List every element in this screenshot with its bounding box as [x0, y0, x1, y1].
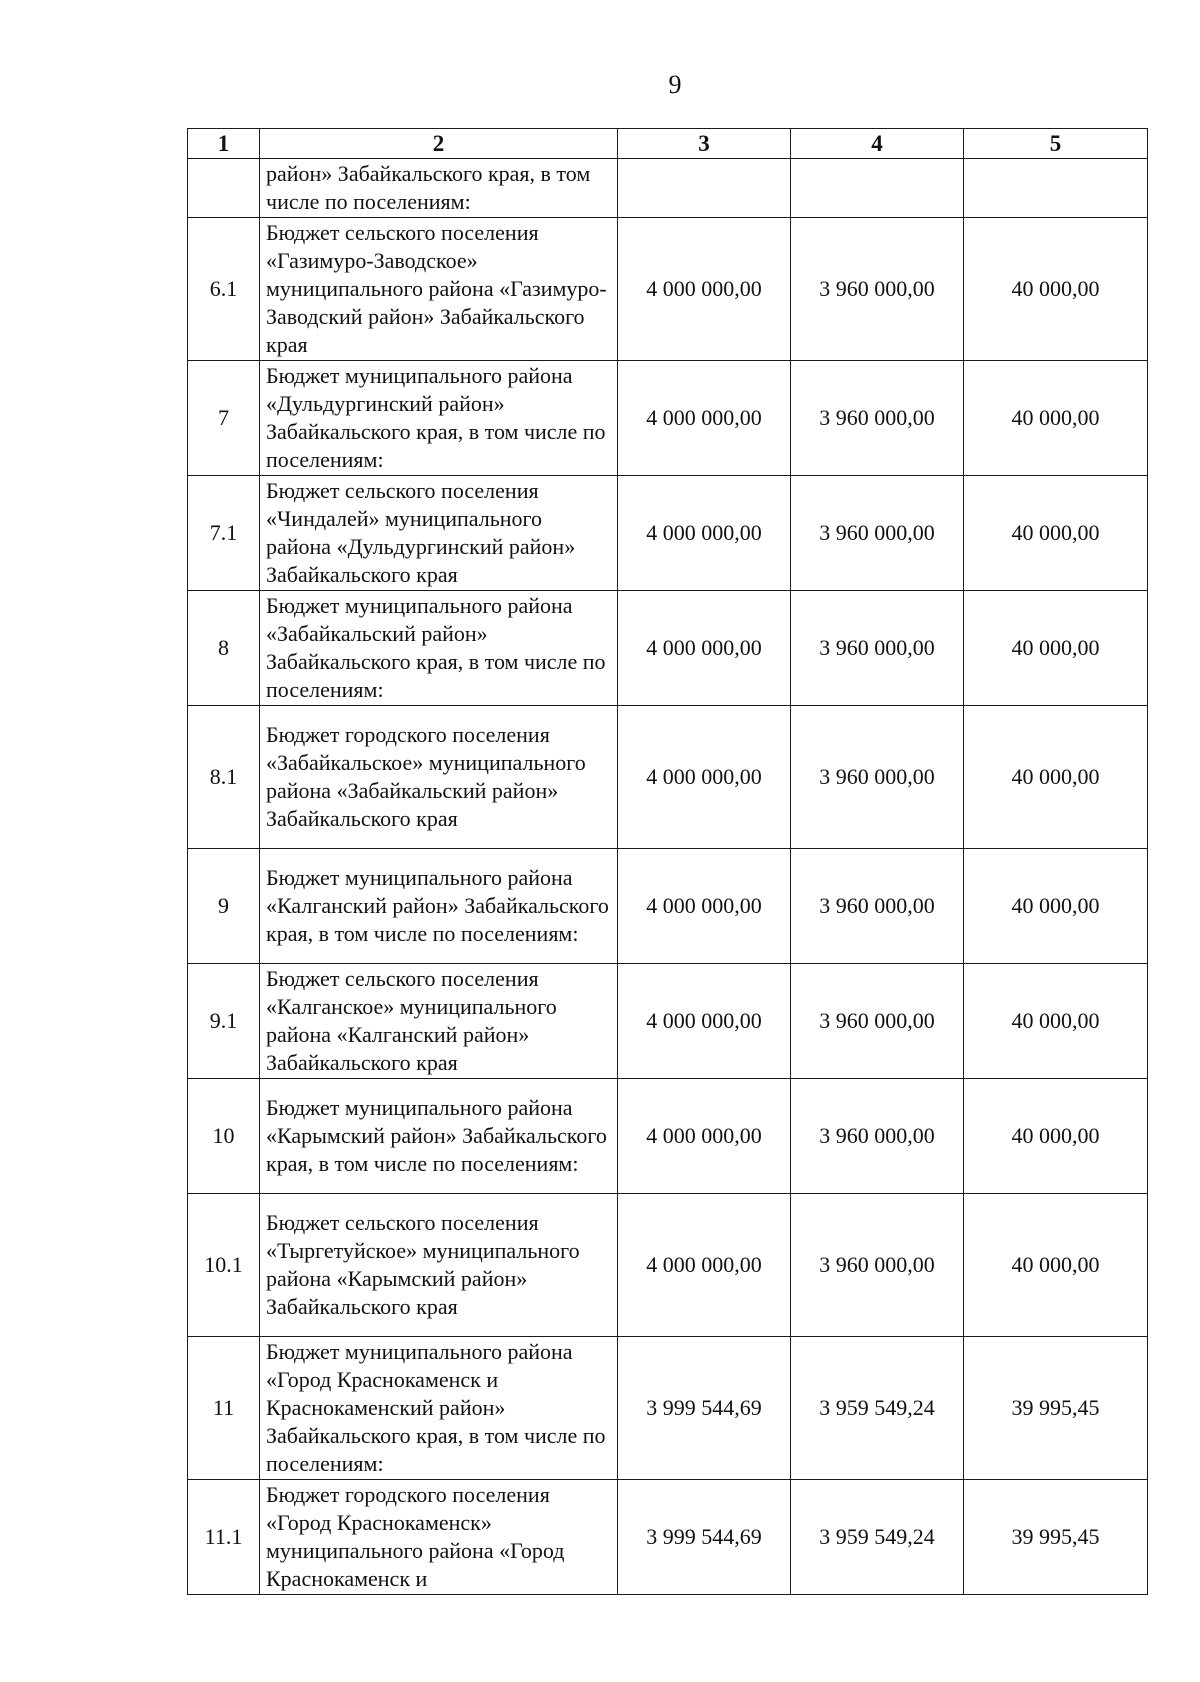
column-5-amount-cell: 40 000,00 — [964, 706, 1148, 849]
total-amount-cell: 3 999 544,69 — [618, 1337, 791, 1480]
table-row — [188, 1480, 1148, 1595]
total-amount-cell: 4 000 000,00 — [618, 849, 791, 964]
total-amount-cell: 4 000 000,00 — [618, 591, 791, 706]
row-number-cell: 11 — [188, 1337, 260, 1480]
column-4-amount-cell: 3 960 000,00 — [791, 1194, 964, 1337]
table-row — [188, 1337, 1148, 1480]
column-5-amount-cell: 40 000,00 — [964, 1079, 1148, 1194]
column-4-amount-cell: 3 959 549,24 — [791, 1337, 964, 1480]
table-row — [188, 964, 1148, 1079]
column-4-amount-cell: 3 960 000,00 — [791, 706, 964, 849]
total-amount-cell: 4 000 000,00 — [618, 218, 791, 361]
header-cell-5: 5 — [964, 129, 1148, 159]
total-amount-cell: 4 000 000,00 — [618, 1079, 791, 1194]
row-number-cell: 8.1 — [188, 706, 260, 849]
budget-description-cell: Бюджет муниципального района «Карымский район» Забайкальского края, в том числе по поселениям: — [260, 1079, 618, 1194]
column-5-amount-cell: 40 000,00 — [964, 1194, 1148, 1337]
budget-description-cell: Бюджет сельского поселения «Тыргетуйское» муниципального района «Карымский район» Забайкальского края — [260, 1194, 618, 1337]
table-row — [188, 706, 1148, 849]
column-4-amount-cell: 3 960 000,00 — [791, 1079, 964, 1194]
row-number-cell: 6.1 — [188, 218, 260, 361]
table-body — [188, 159, 1148, 1595]
total-amount-cell — [618, 159, 791, 218]
row-number-cell: 9.1 — [188, 964, 260, 1079]
column-4-amount-cell: 3 960 000,00 — [791, 476, 964, 591]
column-5-amount-cell: 40 000,00 — [964, 476, 1148, 591]
header-cell-3: 3 — [618, 129, 791, 159]
row-number-cell: 8 — [188, 591, 260, 706]
row-number-cell: 11.1 — [188, 1480, 260, 1595]
row-number-cell — [188, 159, 260, 218]
table-row — [188, 361, 1148, 476]
header-cell-2: 2 — [260, 129, 618, 159]
table-row — [188, 1194, 1148, 1337]
column-4-amount-cell — [791, 159, 964, 218]
budget-description-cell: Бюджет сельского поселения «Чиндалей» муниципального района «Дульдургинский район» Забайкальского края — [260, 476, 618, 591]
column-5-amount-cell: 40 000,00 — [964, 591, 1148, 706]
table-row — [188, 218, 1148, 361]
table-row — [188, 476, 1148, 591]
budget-description-cell: Бюджет муниципального района «Город Краснокаменск и Краснокаменский район» Забайкальского края, в том числе по поселениям: — [260, 1337, 618, 1480]
row-number-cell: 7 — [188, 361, 260, 476]
total-amount-cell: 4 000 000,00 — [618, 706, 791, 849]
page-number: 9 — [668, 70, 682, 99]
budget-description-cell: Бюджет городского поселения «Город Краснокаменск» муниципального района «Город Краснокаменск и — [260, 1480, 618, 1595]
column-5-amount-cell: 40 000,00 — [964, 849, 1148, 964]
column-5-amount-cell: 39 995,45 — [964, 1337, 1148, 1480]
table-row — [188, 849, 1148, 964]
column-5-amount-cell: 40 000,00 — [964, 218, 1148, 361]
column-4-amount-cell: 3 960 000,00 — [791, 591, 964, 706]
column-4-amount-cell: 3 960 000,00 — [791, 849, 964, 964]
row-number-cell: 10 — [188, 1079, 260, 1194]
column-4-amount-cell: 3 960 000,00 — [791, 964, 964, 1079]
header-cell-1: 1 — [188, 129, 260, 159]
total-amount-cell: 3 999 544,69 — [618, 1480, 791, 1595]
column-4-amount-cell: 3 959 549,24 — [791, 1480, 964, 1595]
budget-description-cell: Бюджет муниципального района «Калганский район» Забайкальского края, в том числе по поселениям: — [260, 849, 618, 964]
total-amount-cell: 4 000 000,00 — [618, 1194, 791, 1337]
header-row — [188, 129, 1148, 159]
budget-description-cell: Бюджет сельского поселения «Газимуро-Заводское» муниципального района «Газимуро-Заводский район» Забайкальского края — [260, 218, 618, 361]
header-cell-4: 4 — [791, 129, 964, 159]
budget-description-cell: Бюджет муниципального района «Забайкальский район» Забайкальского края, в том числе по поселениям: — [260, 591, 618, 706]
column-4-amount-cell: 3 960 000,00 — [791, 218, 964, 361]
row-number-cell: 7.1 — [188, 476, 260, 591]
column-5-amount-cell: 39 995,45 — [964, 1480, 1148, 1595]
budget-description-cell: Бюджет городского поселения «Забайкальское» муниципального района «Забайкальский район» Забайкальского края — [260, 706, 618, 849]
column-5-amount-cell — [964, 159, 1148, 218]
table-row — [188, 1079, 1148, 1194]
budget-description-cell: Бюджет муниципального района «Дульдургинский район» Забайкальского края, в том числе по поселениям: — [260, 361, 618, 476]
total-amount-cell: 4 000 000,00 — [618, 964, 791, 1079]
row-number-cell: 9 — [188, 849, 260, 964]
row-number-cell: 10.1 — [188, 1194, 260, 1337]
table-row — [188, 159, 1148, 218]
budget-description-cell: район» Забайкальского края, в том числе по поселениям: — [260, 159, 618, 218]
budget-table — [187, 128, 1148, 1595]
column-5-amount-cell: 40 000,00 — [964, 964, 1148, 1079]
column-5-amount-cell: 40 000,00 — [964, 361, 1148, 476]
column-4-amount-cell: 3 960 000,00 — [791, 361, 964, 476]
budget-description-cell: Бюджет сельского поселения «Калганское» муниципального района «Калганский район» Забайкальского края — [260, 964, 618, 1079]
total-amount-cell: 4 000 000,00 — [618, 476, 791, 591]
table-row — [188, 591, 1148, 706]
total-amount-cell: 4 000 000,00 — [618, 361, 791, 476]
